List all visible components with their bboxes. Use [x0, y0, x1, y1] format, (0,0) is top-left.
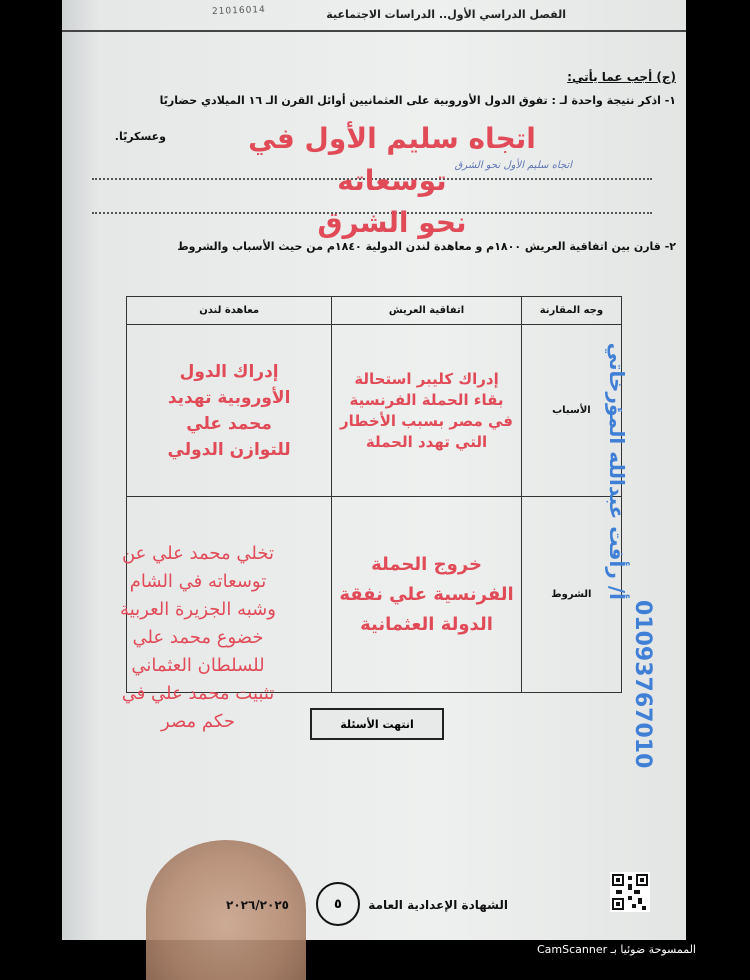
red-answer-1-line-2: نحو الشرق — [317, 206, 467, 239]
london-causes-line: الأوروبية تهديد — [167, 387, 291, 408]
arish-terms-line: خروج الحملة — [371, 553, 482, 575]
header-code: 21016014 — [211, 5, 266, 17]
london-terms-line: وشبه الجزيرة العربية — [120, 599, 276, 620]
question-1-continued: وعسكريًا. — [114, 130, 166, 143]
arish-terms-line: الفرنسية علي نفقة — [339, 583, 514, 605]
question-2-text: ٢- قارن بين اتفاقية العريش ١٨٠٠م و معاهدة لندن الدولية ١٨٤٠م من حيث الأسباب والشروط — [177, 240, 676, 253]
red-answer-1 — [192, 118, 592, 244]
row-terms-label: الشروط — [521, 497, 621, 693]
camscanner-watermark: الممسوحة ضوئيا بـ CamScanner — [536, 943, 696, 956]
london-causes-line: محمد علي — [186, 413, 272, 434]
row-causes-label: الأسباب — [521, 325, 621, 497]
london-terms-answer — [78, 540, 318, 736]
london-causes-line: إدراك الدول — [179, 361, 279, 382]
header-arish: اتفاقية العريش — [332, 297, 522, 325]
end-of-questions-box: انتهت الأسئلة — [310, 708, 444, 740]
exam-paper — [62, 0, 686, 940]
london-terms-line: للسلطان العثماني — [131, 655, 265, 676]
question-c-title: (ج) أجب عما يأتي: — [567, 70, 676, 84]
header-comparison-aspect: وجه المقارنة — [521, 297, 621, 325]
arish-terms-line: الدولة العثمانية — [360, 613, 493, 635]
arish-causes-line: التي تهدد الحملة — [365, 432, 488, 451]
london-terms-line: حكم مصر — [161, 711, 235, 732]
arish-causes-line: إدراك كليبر استحالة — [354, 369, 499, 388]
teacher-phone: 01093767010 — [630, 600, 655, 769]
page-number: ٥ — [316, 882, 360, 926]
footer-exam-name: الشهادة الإعدادية العامة — [368, 898, 508, 912]
arish-causes-cell — [332, 325, 522, 497]
question-1-text: ١- اذكر نتيجة واحدة لـ : تفوق الدول الأوروبية على العثمانيين أوائل القرن الـ ١٦ الميلادي حضاريًا — [159, 94, 676, 107]
arish-terms-cell — [332, 497, 522, 693]
london-terms-line: خضوع محمد علي — [132, 627, 264, 648]
london-terms-line: تخلي محمد علي عن — [121, 543, 274, 564]
arish-causes-line: بقاء الحملة الفرنسية — [349, 390, 504, 409]
red-answer-1-line-1: اتجاه سليم الأول في توسعاته — [248, 122, 536, 197]
handwritten-answer-1: اتجاه سليم الأول نحو الشرق — [454, 160, 572, 171]
london-causes-cell — [127, 325, 332, 497]
london-terms-line: توسعاته في الشام — [129, 571, 267, 592]
london-terms-line: تثبيت محمد علي في — [121, 683, 275, 704]
qr-code-icon — [610, 872, 650, 912]
header-london: معاهدة لندن — [127, 297, 332, 325]
footer-year: ٢٠٢٦/٢٠٢٥ — [226, 898, 289, 912]
header-title: الفصل الدراسي الأول.. الدراسات الاجتماعية — [326, 8, 566, 21]
teacher-name: أ/ رأفت عبدالله المؤرخاتي — [605, 342, 629, 600]
london-causes-line: للتوازن الدولي — [167, 439, 291, 460]
arish-causes-line: في مصر بسبب الأخطار — [340, 411, 513, 430]
teacher-signature — [596, 342, 656, 900]
header-divider — [62, 30, 686, 32]
